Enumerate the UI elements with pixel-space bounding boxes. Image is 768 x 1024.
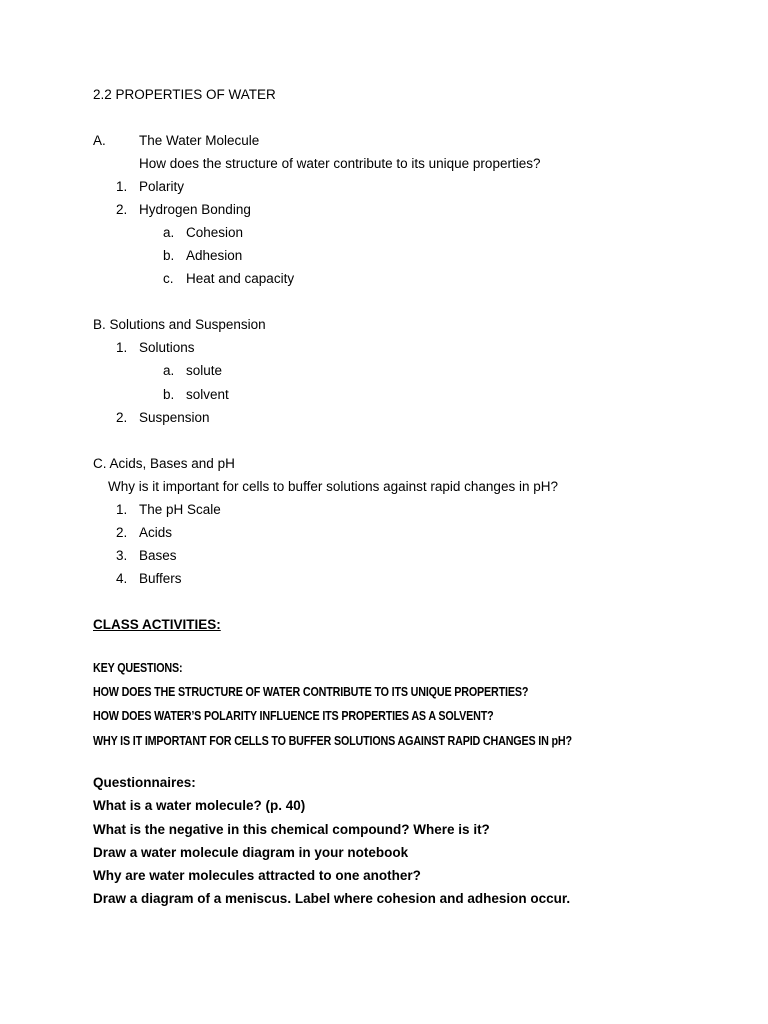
questionnaire-item: Why are water molecules attracted to one another?	[93, 868, 421, 883]
list-item-bases: Bases	[139, 548, 177, 563]
list-item-acids: Acids	[139, 525, 173, 540]
section-a-heading: The Water Molecule	[139, 133, 260, 148]
list-item-number: 2.	[116, 202, 128, 217]
list-item-polarity: Polarity	[139, 179, 185, 194]
sub-item-letter: b.	[163, 248, 175, 263]
sub-item-solvent: solvent	[186, 387, 229, 402]
sub-item-heat-capacity: Heat and capacity	[186, 271, 295, 286]
list-item-suspension: Suspension	[139, 410, 210, 425]
key-question-3: WHY IS IT IMPORTANT FOR CELLS TO BUFFER SOLUTIONS AGAINST RAPID CHANGES IN pH?	[93, 734, 572, 748]
key-questions-heading: KEY QUESTIONS:	[93, 661, 183, 675]
list-item-number: 1.	[116, 502, 128, 517]
class-activities-heading: CLASS ACTIVITIES:	[93, 617, 221, 632]
list-item-hydrogen-bonding: Hydrogen Bonding	[139, 202, 251, 217]
list-item-number: 1.	[116, 340, 128, 355]
sub-item-letter: a.	[163, 225, 175, 240]
sub-item-adhesion: Adhesion	[186, 248, 243, 263]
sub-item-solute: solute	[186, 363, 223, 378]
questionnaire-item: Draw a water molecule diagram in your notebook	[93, 845, 409, 860]
questionnaires-heading: Questionnaires:	[93, 775, 196, 790]
page-title: 2.2 PROPERTIES OF WATER	[93, 87, 276, 102]
questionnaire-item: What is a water molecule? (p. 40)	[93, 798, 306, 813]
section-c-question: Why is it important for cells to buffer solutions against rapid changes in pH?	[108, 479, 558, 494]
key-question-1: HOW DOES THE STRUCTURE OF WATER CONTRIBUTE TO ITS UNIQUE PROPERTIES?	[93, 685, 529, 699]
sub-item-letter: a.	[163, 363, 175, 378]
list-item-number: 1.	[116, 179, 128, 194]
sub-item-letter: c.	[163, 271, 174, 286]
section-a-question: How does the structure of water contribute to its unique properties?	[139, 156, 541, 171]
list-item-number: 2.	[116, 410, 128, 425]
list-item-number: 4.	[116, 571, 128, 586]
sub-item-cohesion: Cohesion	[186, 225, 244, 240]
list-item-number: 2.	[116, 525, 128, 540]
sub-item-letter: b.	[163, 387, 175, 402]
list-item-solutions: Solutions	[139, 340, 195, 355]
questionnaire-item: Draw a diagram of a meniscus. Label where cohesion and adhesion occur.	[93, 891, 571, 906]
section-a-letter: A.	[93, 133, 106, 148]
questionnaire-item: What is the negative in this chemical compound? Where is it?	[93, 822, 490, 837]
list-item-buffers: Buffers	[139, 571, 182, 586]
key-question-2: HOW DOES WATER’S POLARITY INFLUENCE ITS PROPERTIES AS A SOLVENT?	[93, 709, 494, 723]
section-c-heading: C. Acids, Bases and pH	[93, 456, 235, 471]
list-item-number: 3.	[116, 548, 128, 563]
list-item-ph-scale: The pH Scale	[139, 502, 221, 517]
section-b-heading: B. Solutions and Suspension	[93, 317, 266, 332]
